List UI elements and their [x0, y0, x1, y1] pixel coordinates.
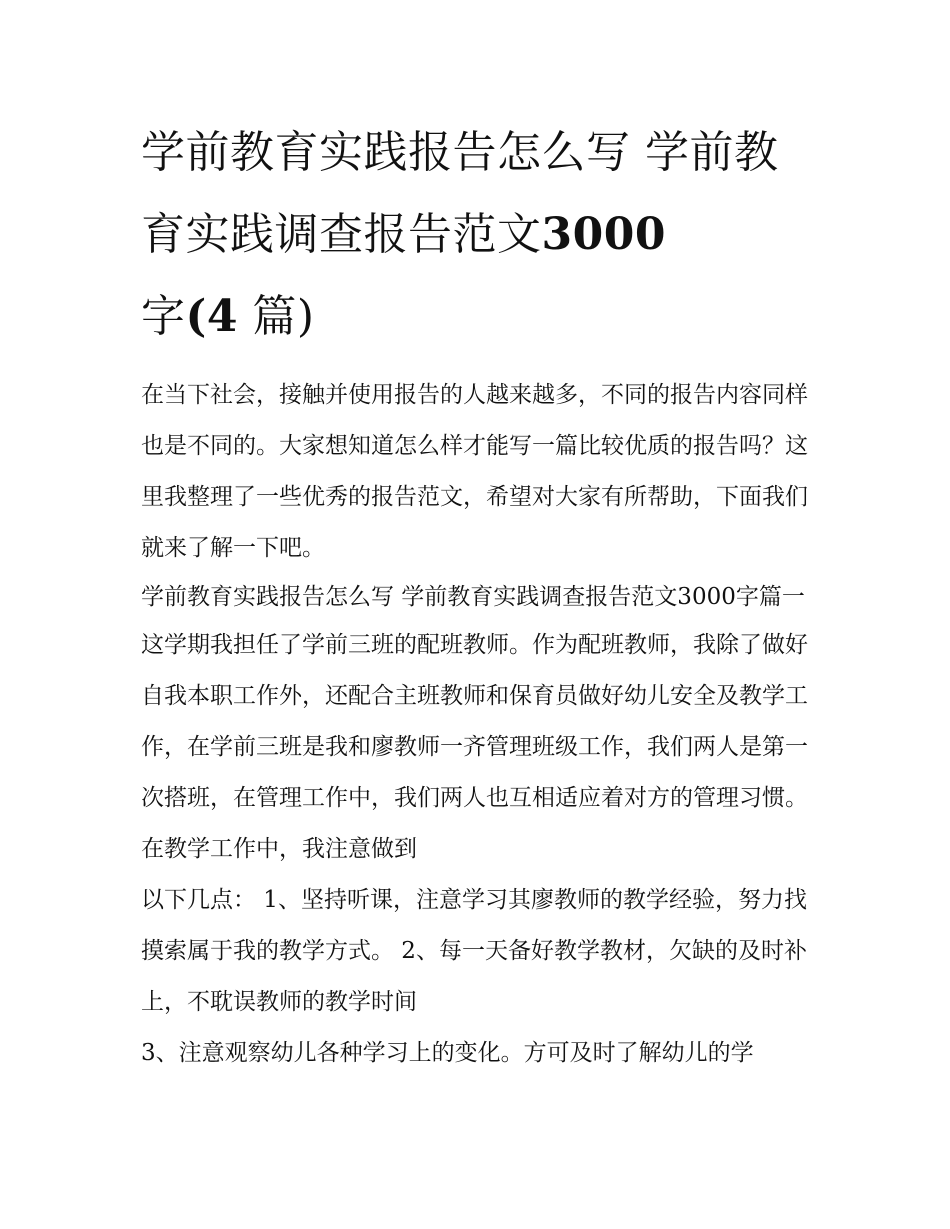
title-char: 字	[141, 291, 186, 342]
intro-paragraph: 在当下社会，接触并使用报告的人越来越多，不同的报告内容同样也是不同的。大家想知道怎么样才能写一篇比较优质的报告吗？这里我整理了一些优秀的报告范文，希望对大家有所帮助，下面我们就来了解一下吧。	[141, 382, 808, 561]
body-paragraph-1: 这学期我担任了学前三班的配班教师。作为配班教师，我除了做好自我本职工作外，还配合主班教师和保育员做好幼儿安全及教学工作，在学前三班是我和廖教师一齐管理班级工作，我们两人是第一次搭班，在管理工作中，我们两人也互相适应着对方的管理习惯。在教学工作中，我注意做到	[141, 632, 808, 862]
title-number: 3000	[541, 209, 666, 260]
document-title	[141, 112, 810, 358]
document-body	[141, 370, 810, 1079]
section-heading: 学前教育实践报告怎么写 学前教育实践调查报告范文3000字篇一	[141, 584, 805, 610]
body-paragraph-2: 以下几点： 1、坚持听课，注意学习其廖教师的教学经验，努力找摸索属于我的教学方式。 2、每一天备好教学教材，欠缺的及时补上，不耽误教师的教学时间	[141, 887, 807, 1015]
body-paragraph-3: 3、注意观察幼儿各种学习上的变化。方可及时了解幼儿的学	[141, 1040, 754, 1066]
title-count: (4	[185, 291, 238, 342]
title-unit: 篇)	[237, 291, 315, 342]
title-text: 学前教育实践报告怎么写 学前教育实践调查报告范文	[141, 127, 779, 260]
